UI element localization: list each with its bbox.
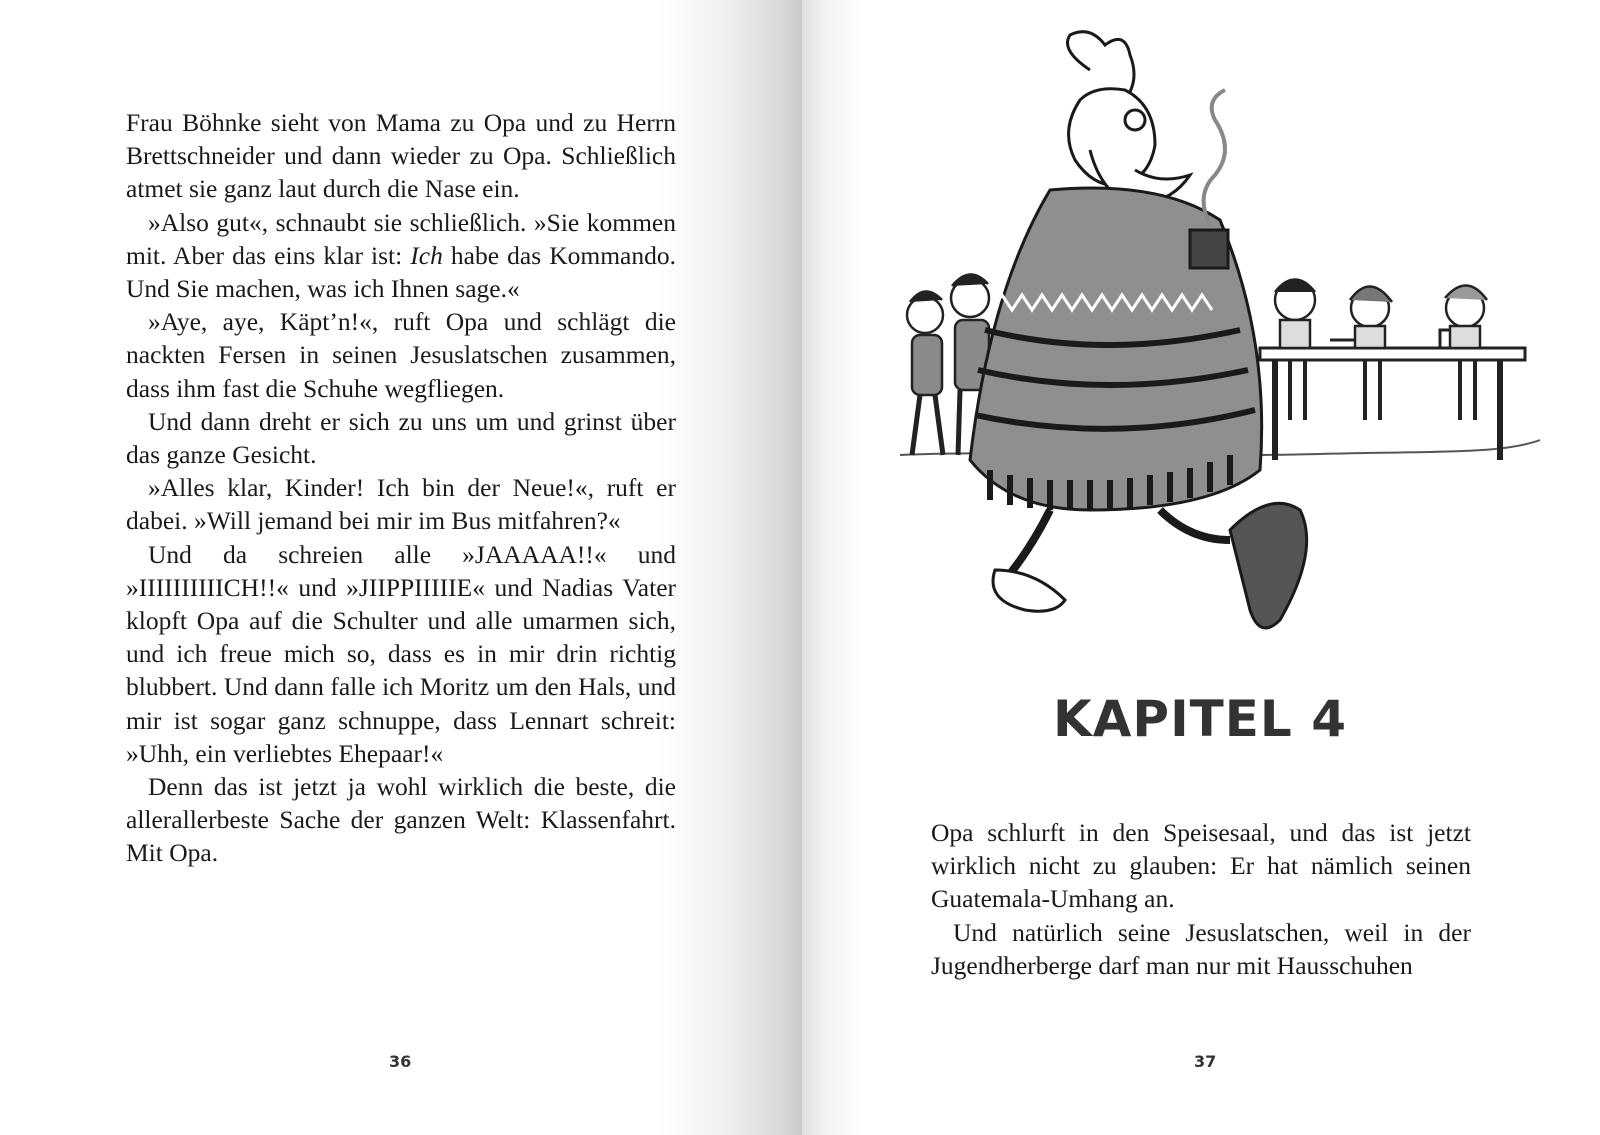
paragraph: Opa schlurft in den Speisesaal, und das ist jetzt wirklich nicht zu glauben: Er hat nämlich seinen Guatemala-Umhang an. xyxy=(931,818,1471,914)
paragraph: »Alles klar, Kinder! Ich bin der Neue!«, ruft er dabei. »Will jemand bei mir im Bus mitfahren?« xyxy=(126,473,676,536)
paragraph: Und natürlich seine Jesuslatschen, weil in der Jugendherberge darf man nur mit Hausschuhen xyxy=(931,917,1471,980)
grandpa-figure xyxy=(970,32,1307,628)
page-number: 36 xyxy=(389,1052,412,1071)
paragraph: Und dann dreht er sich zu uns um und grinst über das ganze Gesicht. xyxy=(126,406,676,470)
sandal-right xyxy=(1230,503,1307,628)
paragraph xyxy=(126,206,676,306)
paragraph: Denn das ist jetzt ja wohl wirklich die beste, die allerallerbeste Sache der ganzen Welt: Klassenfahrt. Mit Opa. xyxy=(126,772,676,868)
dining-table xyxy=(1260,330,1525,460)
right-page-text xyxy=(931,816,1471,982)
tea-cup xyxy=(1190,230,1228,268)
emphasis-text: Ich xyxy=(410,240,443,270)
left-page-text xyxy=(126,106,676,870)
paragraph: Frau Böhnke sieht von Mama zu Opa und zu Herrn Brettschneider und dann wieder zu Opa. Schließlich atmet sie ganz laut durch die Nase ein. xyxy=(126,108,676,204)
paragraph: Und da schreien alle »JAAAAA!!« und »IIIIIIIIIICH!!« und »JIIPPIIIIIE« und Nadias Vater klopft Opa auf die Schulter und alle umarmen sich, und ich freue mich so, dass es in mir drin richtig blubbert. Und dann falle ich Moritz um den Hals, und mir ist sogar ganz schnuppe, dass Lennart schreit: »Uhh, ein verliebtes Ehepaar!« xyxy=(126,539,676,768)
paragraph: »Aye, aye, Käpt’n!«, ruft Opa und schlägt die nackten Fersen in seinen Jesuslatschen zusammen, dass ihm fast die Schuhe wegfliegen. xyxy=(126,307,676,403)
chapter-title: KAPITEL 4 xyxy=(1052,690,1347,748)
sandal-left xyxy=(993,570,1065,611)
chapter-illustration xyxy=(900,30,1570,650)
page-number: 37 xyxy=(1194,1052,1217,1071)
paragraph-text: »Also gut«, schnaubt sie schließlich. »Sie kommen mit. Aber das eins klar ist: xyxy=(126,207,676,270)
paragraph-text: habe das Kommando. Und Sie machen, was ich Ihnen sage.« xyxy=(126,240,676,304)
legs xyxy=(1005,510,1230,580)
steam xyxy=(1204,90,1225,225)
